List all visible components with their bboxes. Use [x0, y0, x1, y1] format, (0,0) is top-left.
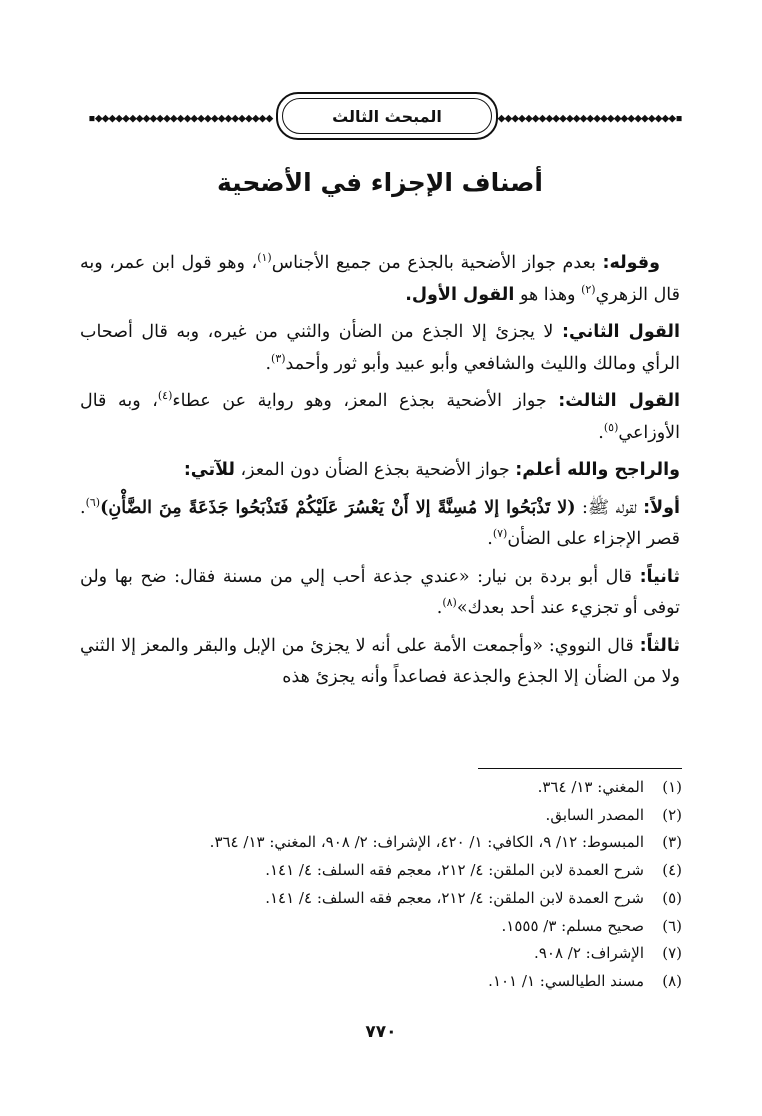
paragraph-text: لقوله ﷺ:	[575, 497, 644, 518]
paragraph-text: جواز الأضحية بجذع المعز، وهو رواية عن عطاء	[172, 391, 559, 411]
paragraph-text: .	[436, 598, 443, 618]
section-header	[88, 92, 682, 138]
footnote-ref: (٥)	[603, 420, 619, 434]
paragraph-preferred-view	[80, 455, 680, 487]
footnote-number: (١)	[662, 778, 682, 796]
paragraph-text: . قصر الإجزاء على الضأن	[80, 497, 680, 549]
paragraph-lead: القول الثالث:	[558, 391, 681, 411]
footnote-separator	[478, 768, 682, 769]
chapter-title: أصناف الإجزاء في الأضحية	[217, 168, 543, 197]
page-number: ٧٧٠	[365, 1022, 397, 1042]
footnote-number: (٧)	[662, 944, 682, 963]
footnote-ref: (٣)	[271, 351, 286, 365]
footnote-number: (٥)	[662, 888, 682, 907]
paragraph-lead: القول الثاني:	[562, 322, 680, 342]
section-title: المبحث الثالث	[332, 106, 442, 126]
footnote-number: (٤)	[662, 861, 682, 880]
footnote-ref: (١)	[257, 251, 272, 265]
footnote-ref: (٨)	[442, 596, 457, 610]
footnote-item	[100, 857, 682, 885]
footnote-text: شرح العمدة لابن الملقن: ٤/ ٢١٢، معجم فقه السلف: ٤/ ١٤١.	[265, 861, 644, 880]
ornament-border-left: ▪◆◆◆◆◆◆◆◆◆◆◆◆◆◆◆◆◆◆◆◆◆◆◆◆◆◆	[88, 112, 278, 124]
footnote-number: (٨)	[662, 971, 682, 990]
ornament-border-right: ◆◆◆◆◆◆◆◆◆◆◆◆◆◆◆◆◆◆◆◆◆◆◆◆◆◆▪	[494, 112, 682, 124]
footnote-number: (٢)	[662, 805, 682, 824]
footnote-ref: (٧)	[492, 527, 508, 541]
footnote-text: المبسوط: ١٢/ ٩، الكافي: ١/ ٤٢٠، الإشراف: ٢/ ٩٠٨، المغني: ١٣/ ٣٦٤.	[209, 833, 644, 852]
paragraph-text: وهذا هو	[514, 284, 582, 305]
paragraph-text: ، وبه قال الأوزاعي	[80, 391, 680, 443]
paragraph-bold-text: للآتي:	[183, 460, 235, 480]
paragraph-bold-text: القول الأول.	[405, 284, 515, 305]
footnote-text: الإشراف: ٢/ ٩٠٨.	[534, 944, 644, 963]
footnote-item	[100, 774, 682, 802]
paragraph-lead: ثالثاً:	[639, 635, 680, 656]
paragraph-text: قال النووي: «وأجمعت الأمة على أنه لا يجزئ من الإبل والبقر والمعز إلا الثني ولا من الضأن إلا الجذع والجذعة فصاعداً وأنه يجزئ هذه	[80, 635, 680, 687]
footnotes	[100, 774, 682, 996]
footnote-ref: (٢)	[581, 282, 596, 296]
paragraph-first-opinion	[80, 248, 680, 311]
paragraph-text: .	[487, 529, 493, 549]
footnote-number: (٣)	[662, 833, 682, 852]
paragraph-evidence-second	[80, 562, 680, 625]
paragraph-text: جواز الأضحية بجذع الضأن دون المعز،	[234, 460, 516, 480]
footnote-text: مسند الطيالسي: ١/ ١٠١.	[488, 971, 644, 990]
footnote-text: المغني: ١٣/ ٣٦٤.	[537, 778, 644, 796]
footnote-item	[100, 885, 682, 913]
paragraph-evidence-first	[80, 493, 680, 556]
footnote-text: شرح العمدة لابن الملقن: ٤/ ٢١٢، معجم فقه السلف: ٤/ ١٤١.	[265, 888, 644, 907]
footnote-item	[100, 968, 682, 996]
paragraph-text: لا يجزئ إلا الجذع من الضأن والثني من غيره، وبه قال أصحاب الرأي ومالك والليث والشافعي وأبو عبيد وأبو ثور وأحمد	[80, 322, 680, 374]
paragraph-text: .	[598, 422, 604, 443]
paragraph-text: قال أبو بردة بن نيار: «عندي جذعة أحب إلي من مسنة فقال: ضح بها ولن توفى أو تجزيء عند أحد بعدك»	[80, 566, 680, 618]
footnote-item	[100, 802, 682, 830]
paragraph-lead: وقوله:	[602, 253, 660, 273]
paragraph-second-opinion	[80, 317, 680, 380]
footnote-item	[100, 829, 682, 857]
paragraph-lead: أولاً:	[643, 497, 680, 518]
paragraph-text: ، وهو قول ابن عمر، وبه قال الزهري	[80, 253, 680, 305]
footnote-text: صحيح مسلم: ٣/ ١٥٥٥.	[501, 916, 644, 935]
footnote-item	[100, 913, 682, 941]
footnote-ref: (٦)	[85, 495, 101, 509]
paragraph-evidence-third	[80, 631, 680, 694]
hadith-quote: (لا تَذْبَحُوا إلا مُسِنَّةً إلا أَنْ يَعْسُرَ عَلَيْكُمْ فَتَذْبَحُوا جَذَعَةً مِنَ الضَّأْنِ)	[100, 497, 576, 518]
paragraph-text: بعدم جواز الأضحية بالجذع من جميع الأجناس	[271, 253, 603, 273]
paragraph-third-opinion	[80, 386, 680, 449]
footnote-ref: (٤)	[157, 389, 173, 403]
footnote-text: المصدر السابق.	[545, 805, 644, 824]
section-title-frame	[276, 92, 498, 140]
main-text	[80, 248, 680, 700]
footnote-number: (٦)	[662, 916, 682, 935]
footnote-item	[100, 940, 682, 968]
paragraph-lead: والراجح والله أعلم:	[515, 460, 680, 480]
paragraph-text: .	[265, 353, 272, 374]
paragraph-lead: ثانياً:	[639, 566, 680, 587]
